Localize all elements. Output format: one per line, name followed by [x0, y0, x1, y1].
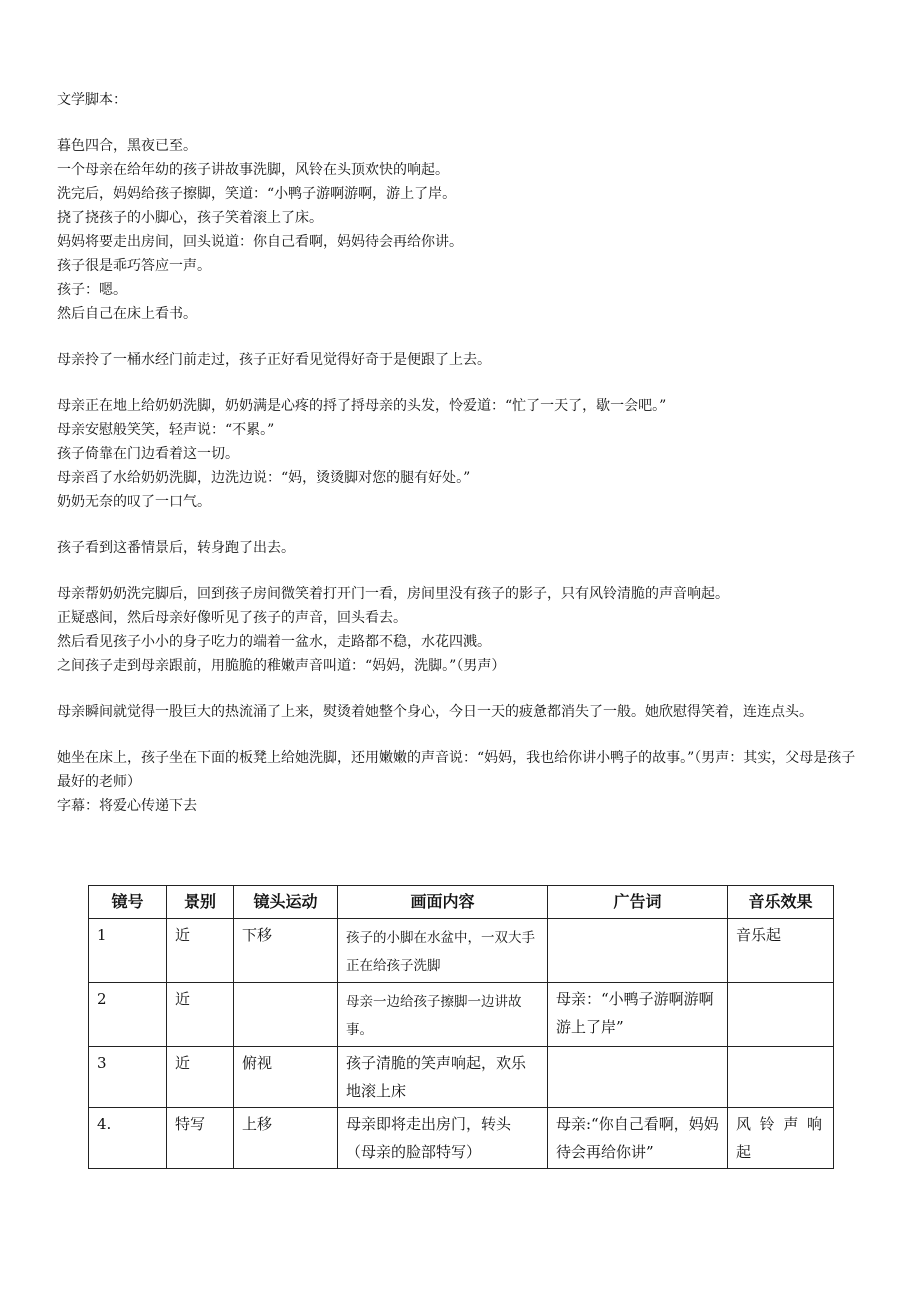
- header-music-effect: 音乐效果: [728, 886, 834, 919]
- cell-shot-size: 特写: [167, 1108, 234, 1169]
- script-line: 然后看见孩子小小的身子吃力的端着一盆水，走路都不稳，水花四溅。: [57, 634, 491, 650]
- cell-ad-copy: [548, 1047, 728, 1108]
- script-line: 然后自己在床上看书。: [57, 306, 197, 322]
- cell-camera-movement: [234, 983, 338, 1047]
- table-row: [89, 983, 834, 1047]
- cell-music-effect: [728, 983, 834, 1047]
- script-heading: 文学脚本：: [57, 92, 127, 108]
- table-header-row: [89, 886, 834, 919]
- cell-scene-content: 母亲即将走出房门，转头（母亲的脸部特写）: [338, 1108, 548, 1169]
- script-line: 母亲拎了一桶水经门前走过，孩子正好看见觉得好奇于是便跟了上去。: [57, 352, 491, 368]
- cell-music-effect: 风铃声响起: [728, 1108, 834, 1169]
- header-ad-copy: 广告词: [548, 886, 728, 919]
- cell-scene-content: 孩子的小脚在水盆中，一双大手正在给孩子洗脚: [338, 919, 548, 983]
- table-row: [89, 919, 834, 983]
- script-line: 之间孩子走到母亲跟前，用脆脆的稚嫩声音叫道：“妈妈，洗脚。”（男声）: [57, 658, 506, 674]
- cell-camera-movement: 上移: [234, 1108, 338, 1169]
- script-line: 孩子很是乖巧答应一声。: [57, 258, 211, 274]
- subtitle-line: 字幕：将爱心传递下去: [57, 798, 197, 814]
- script-line: 正疑惑间，然后母亲好像听见了孩子的声音，回头看去。: [57, 610, 407, 626]
- cell-shot-number: 1: [89, 919, 167, 983]
- cell-camera-movement: 下移: [234, 919, 338, 983]
- script-line: 孩子倚靠在门边看着这一切。: [57, 446, 239, 462]
- header-camera-movement: 镜头运动: [234, 886, 338, 919]
- script-paragraph: 她坐在床上，孩子坐在下面的板凳上给她洗脚，还用嫩嫩的声音说：“妈妈，我也给你讲小鸭子的故事。”（男声：其实，父母是孩子最好的老师）: [57, 750, 856, 790]
- table-row: [89, 1047, 834, 1108]
- cell-music-effect: [728, 1047, 834, 1108]
- cell-ad-copy: 母亲：“小鸭子游啊游啊游上了岸”: [548, 983, 728, 1047]
- header-scene-content: 画面内容: [338, 886, 548, 919]
- shot-list-table: [88, 885, 834, 1169]
- cell-music-effect: 音乐起: [728, 919, 834, 983]
- script-document: [57, 88, 877, 818]
- script-line: 一个母亲在给年幼的孩子讲故事洗脚，风铃在头顶欢快的响起。: [57, 162, 449, 178]
- script-line: 母亲帮奶奶洗完脚后，回到孩子房间微笑着打开门一看，房间里没有孩子的影子，只有风铃清脆的声音响起。: [57, 586, 729, 602]
- cell-shot-number: 3: [89, 1047, 167, 1108]
- cell-shot-number: 4.: [89, 1108, 167, 1169]
- script-line: 洗完后，妈妈给孩子擦脚，笑道：“小鸭子游啊游啊，游上了岸。: [57, 186, 457, 202]
- script-line: 母亲舀了水给奶奶洗脚，边洗边说：“妈，烫烫脚对您的腿有好处。”: [57, 470, 471, 486]
- script-line: 孩子：嗯。: [57, 282, 127, 298]
- cell-shot-size: 近: [167, 1047, 234, 1108]
- cell-scene-content: 母亲一边给孩子擦脚一边讲故事。: [338, 983, 548, 1047]
- script-line: 母亲正在地上给奶奶洗脚，奶奶满是心疼的捋了捋母亲的头发，怜爱道：“忙了一天了，歇一会吧。”: [57, 398, 667, 414]
- script-line: 暮色四合，黑夜已至。: [57, 138, 197, 154]
- header-shot-number: 镜号: [89, 886, 167, 919]
- table-row: [89, 1108, 834, 1169]
- script-line: 奶奶无奈的叹了一口气。: [57, 494, 211, 510]
- cell-shot-number: 2: [89, 983, 167, 1047]
- cell-ad-copy: 母亲:“你自己看啊，妈妈待会再给你讲”: [548, 1108, 728, 1169]
- header-shot-size: 景别: [167, 886, 234, 919]
- cell-scene-content: 孩子清脆的笑声响起，欢乐地滚上床: [338, 1047, 548, 1108]
- cell-shot-size: 近: [167, 983, 234, 1047]
- script-line: 挠了挠孩子的小脚心，孩子笑着滚上了床。: [57, 210, 323, 226]
- cell-shot-size: 近: [167, 919, 234, 983]
- script-line: 母亲安慰般笑笑，轻声说：“不累。”: [57, 422, 275, 438]
- cell-camera-movement: 俯视: [234, 1047, 338, 1108]
- script-line: 孩子看到这番情景后，转身跑了出去。: [57, 540, 295, 556]
- cell-ad-copy: [548, 919, 728, 983]
- script-line: 妈妈将要走出房间，回头说道：你自己看啊，妈妈待会再给你讲。: [57, 234, 463, 250]
- script-paragraph: 母亲瞬间就觉得一股巨大的热流涌了上来，熨烫着她整个身心，今日一天的疲惫都消失了一般。她欣慰得笑着，连连点头。: [57, 704, 813, 720]
